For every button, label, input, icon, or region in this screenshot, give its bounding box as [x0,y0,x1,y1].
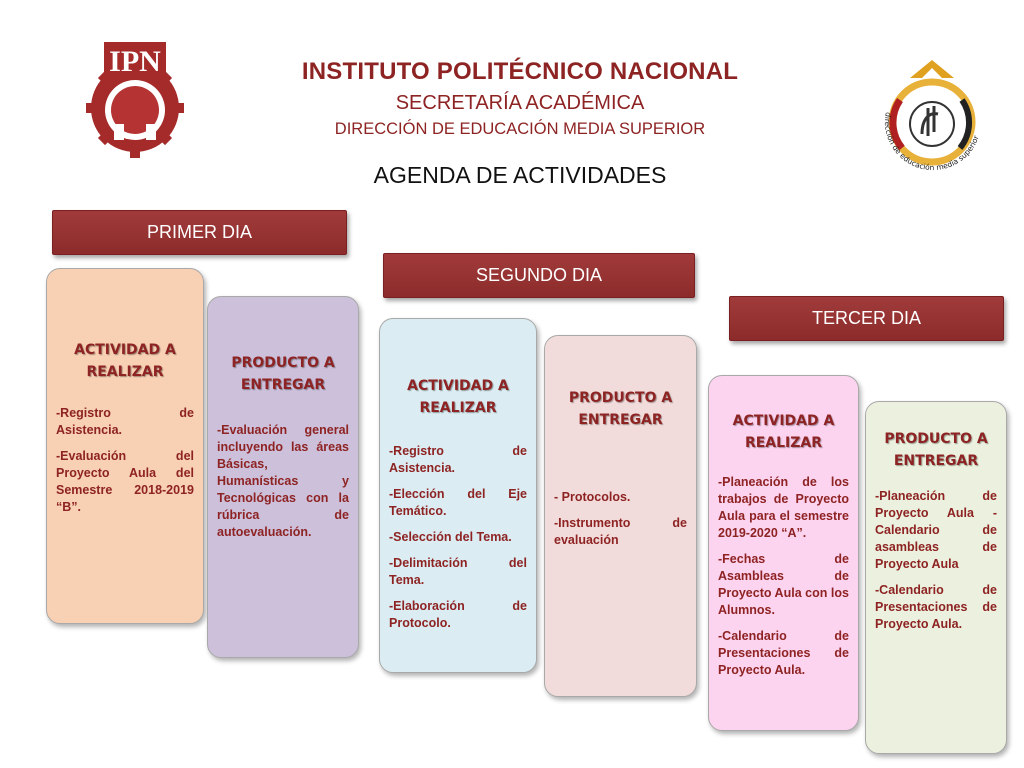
day-1-product-card [207,296,359,658]
day-3-banner: TERCER DIA [729,296,1004,341]
day-3-product-card [865,401,1007,754]
card-heading: ACTIVIDAD A REALIZAR [407,378,509,416]
card-item: -Calendario de Presentaciones de Proyecto Aula. [875,583,997,631]
secretaria-subtitle: SECRETARÍA ACADÉMICA [395,92,645,114]
card-item: -Planeación de los trabajos de Proyecto Aula para el semestre 2019-2020 “A”. [718,475,849,540]
card-item: -Evaluación general incluyendo las áreas Básicas, Humanísticas y Tecnológicas con la rúbrica de autoevaluación. [217,423,349,539]
card-heading: PRODUCTO A ENTREGAR [568,390,673,428]
card-heading: PRODUCTO A ENTREGAR [884,431,988,469]
card-heading: ACTIVIDAD A REALIZAR [74,342,176,380]
card-heading: PRODUCTO A ENTREGAR [231,355,335,393]
card-item: -Fechas de Asambleas de Proyecto Aula con los Alumnos. [718,552,849,617]
card-heading: ACTIVIDAD A REALIZAR [732,413,835,451]
day-1-activity-card [46,268,204,624]
card-item: -Registro de Asistencia. [56,406,194,437]
card-item: - Protocolos. [554,490,631,504]
card-item: -Selección del Tema. [389,530,512,544]
card-item: -Registro de Asistencia. [389,444,527,475]
card-item: -Delimitación del Tema. [389,556,527,587]
card-item: -Calendario de Presentaciones de Proyecto Aula. [718,629,849,677]
card-item: -Elaboración de Protocolo. [389,599,527,630]
ipn-logo [84,38,186,164]
day-2-activity-card [379,318,537,673]
dems-logo-text: dirección de educación media superior [882,111,981,173]
card-item: -Instrumento de evaluación [554,516,687,547]
card-item: -Elección del Eje Temático. [389,487,527,518]
card-item: -Planeación de Proyecto Aula - Calendario de asambleas de Proyecto Aula [875,489,997,571]
agenda-title: AGENDA DE ACTIVIDADES [373,162,667,188]
day-3-activity-card [708,375,859,731]
institution-title: INSTITUTO POLITÉCNICO NACIONAL [301,58,739,85]
direccion-subtitle: DIRECCIÓN DE EDUCACIÓN MEDIA SUPERIOR [334,120,706,138]
day-2-product-card [544,335,697,697]
day-2-banner: SEGUNDO DIA [383,253,695,298]
dems-logo [872,52,992,184]
card-item: -Evaluación del Proyecto Aula del Semestre 2018-2019 “B”. [56,449,194,514]
ipn-logo-text: IPN [109,45,161,78]
day-1-banner: PRIMER DIA [52,210,347,255]
